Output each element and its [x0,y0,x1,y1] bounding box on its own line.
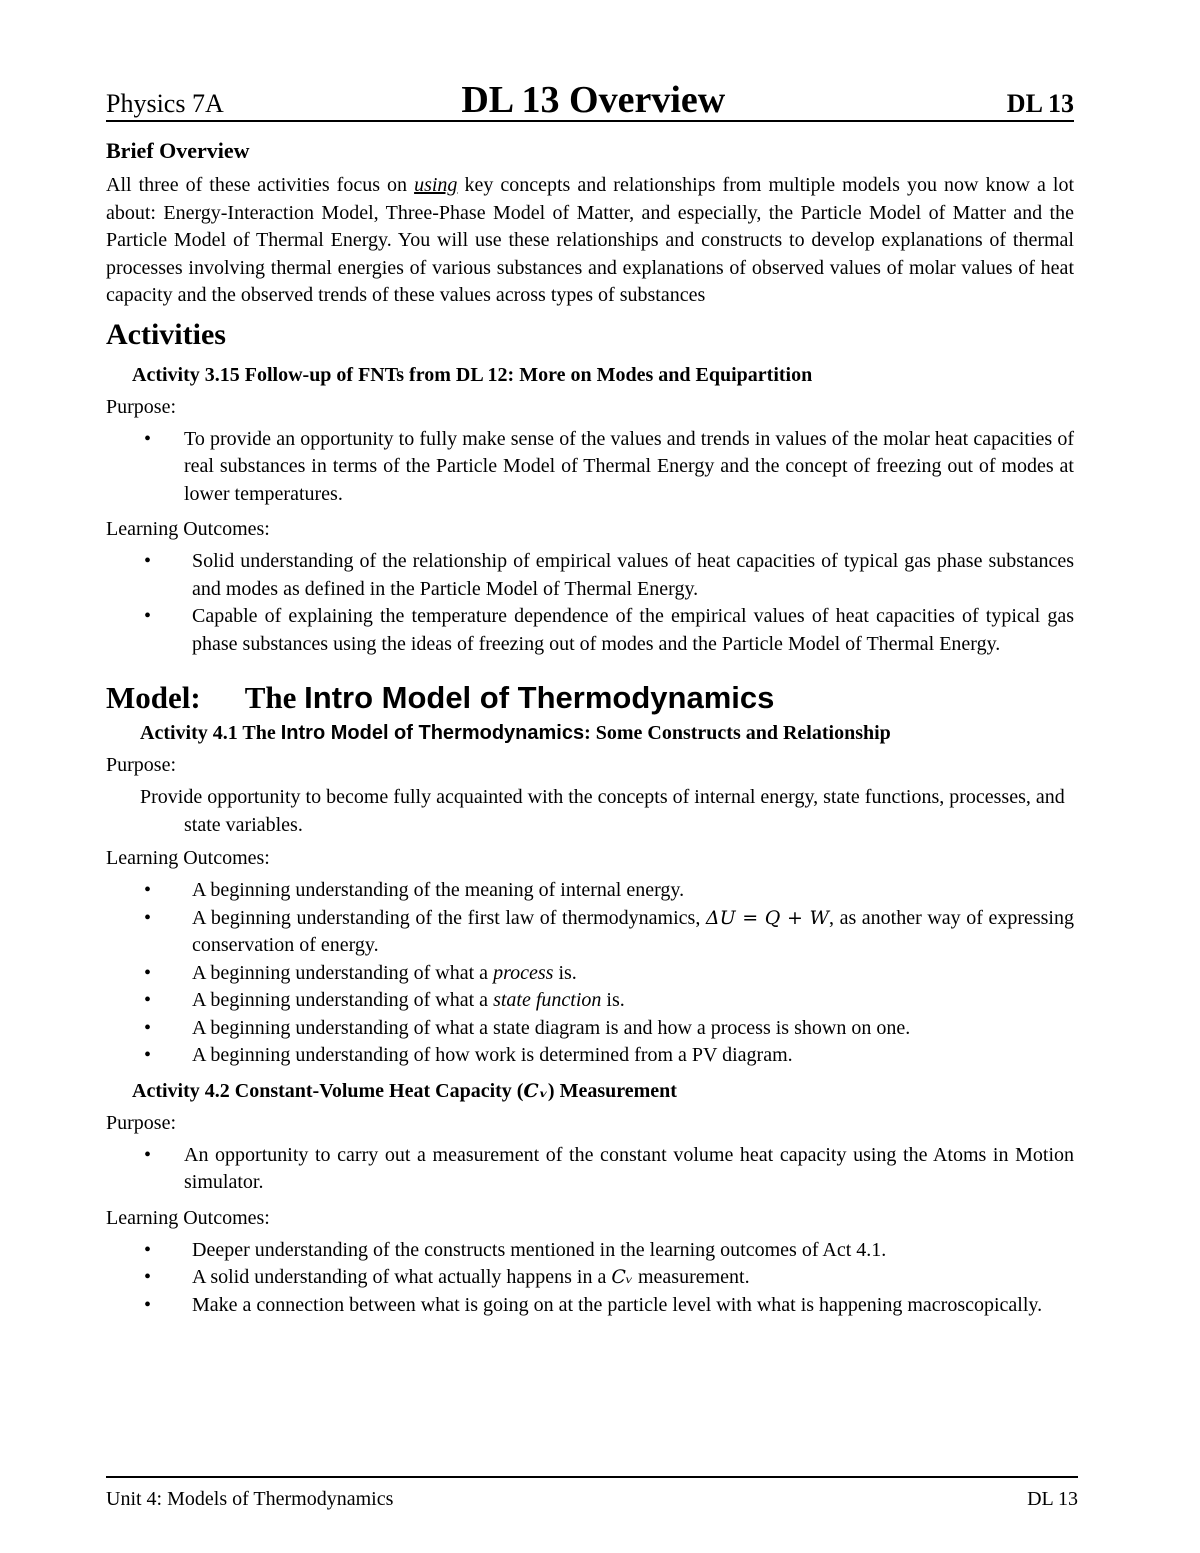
list-item: • A beginning understanding of how work is determined from a PV diagram. [140,1042,1074,1070]
learning-outcomes-label: Learning Outcomes: [106,518,270,540]
activities-heading: Activities [106,317,226,351]
purpose-label: Purpose: [106,395,176,418]
activity-4-1-title: Activity 4.1 The Intro Model of Thermodynamics: Some Constructs and Relationship [140,722,891,744]
page-header [106,78,1074,122]
list-item: • A beginning understanding of what a state diagram is and how a process is shown on one. [140,1015,1074,1043]
list-item: • An opportunity to carry out a measurement of the constant volume heat capacity using the Atoms in Motion simulator. [140,1142,1074,1197]
outcomes-list [140,548,1074,658]
activity-3-15 [106,362,1074,659]
list-item: • A beginning understanding of what a process is. [140,960,1074,988]
activity-4-2 [106,1078,1074,1320]
model-heading: Model: The Intro Model of Thermodynamics [106,680,775,715]
list-item: • A solid understanding of what actually happens in a Cᵥ measurement. [140,1264,1074,1292]
brief-overview-text: All three of these activities focus on using key concepts and relationships from multiple models you now know a lot about: Energy-Interaction Model, Three-Phase Model of Matter, and especially, the Particle Model of Matter and the Particle Model of Thermal Energy. You will use these relationships and constructs to develop explanations of thermal processes involving thermal energies of various substances and explanations of observed values of molar values of heat capacity and the observed trends of these values across types of substances [106,174,1074,306]
list-item: • A beginning understanding of what a state function is. [140,987,1074,1015]
cv-symbol: Cᵥ [611,1266,633,1288]
emphasis-using: using [414,174,458,196]
purpose-list [140,426,1074,509]
document-page [106,78,1074,1327]
footer-unit: Unit 4: Models of Thermodynamics [106,1488,394,1510]
activity-4-1 [106,720,1074,1070]
list-item: • To provide an opportunity to fully make sense of the values and trends in values of the molar heat capacities of real substances in terms of the Particle Model of Thermal Energy and the concept of freezing out of modes at lower temperatures. [140,426,1074,509]
list-item: • A beginning understanding of the meaning of internal energy. [140,877,1074,905]
page-footer [106,1476,1078,1511]
list-item: • Solid understanding of the relationship of empirical values of heat capacities of typical gas phase substances and modes as defined in the Particle Model of Thermal Energy. [140,548,1074,603]
activity-4-2-title: Activity 4.2 Constant-Volume Heat Capacity (Cᵥ) Measurement [132,1079,677,1102]
learning-outcomes-label: Learning Outcomes: [106,847,270,869]
list-item: • Capable of explaining the temperature dependence of the empirical values of heat capacities of typical gas phase substances using the ideas of freezing out of modes and the Particle Model of Thermal Energy. [140,603,1074,658]
outcomes-list [140,1237,1074,1320]
purpose-label: Purpose: [106,754,176,776]
list-item: • Make a connection between what is going on at the particle level with what is happening macroscopically. [140,1292,1074,1320]
outcomes-list [140,877,1074,1070]
purpose-label: Purpose: [106,1111,176,1134]
purpose-text: Provide opportunity to become fully acquainted with the concepts of internal energy, state functions, processes, and state variables. [140,786,1065,836]
list-item: • A beginning understanding of the first law of thermodynamics, ΔU = Q + W, as another way of expressing conservation of energy. [140,905,1074,960]
purpose-list [140,1142,1074,1197]
dl-number: DL 13 [1006,89,1074,118]
activity-3-15-title: Activity 3.15 Follow-up of FNTs from DL 12: More on Modes and Equipartition [132,363,813,386]
page-title: DL 13 Overview [461,79,726,121]
list-item: • Deeper understanding of the constructs mentioned in the learning outcomes of Act 4.1. [140,1237,1074,1265]
footer-dl: DL 13 [1027,1488,1078,1510]
learning-outcomes-label: Learning Outcomes: [106,1206,270,1229]
brief-overview-heading: Brief Overview [106,138,250,163]
course-name: Physics 7A [106,89,224,118]
first-law-equation: ΔU = Q + W [705,906,829,929]
